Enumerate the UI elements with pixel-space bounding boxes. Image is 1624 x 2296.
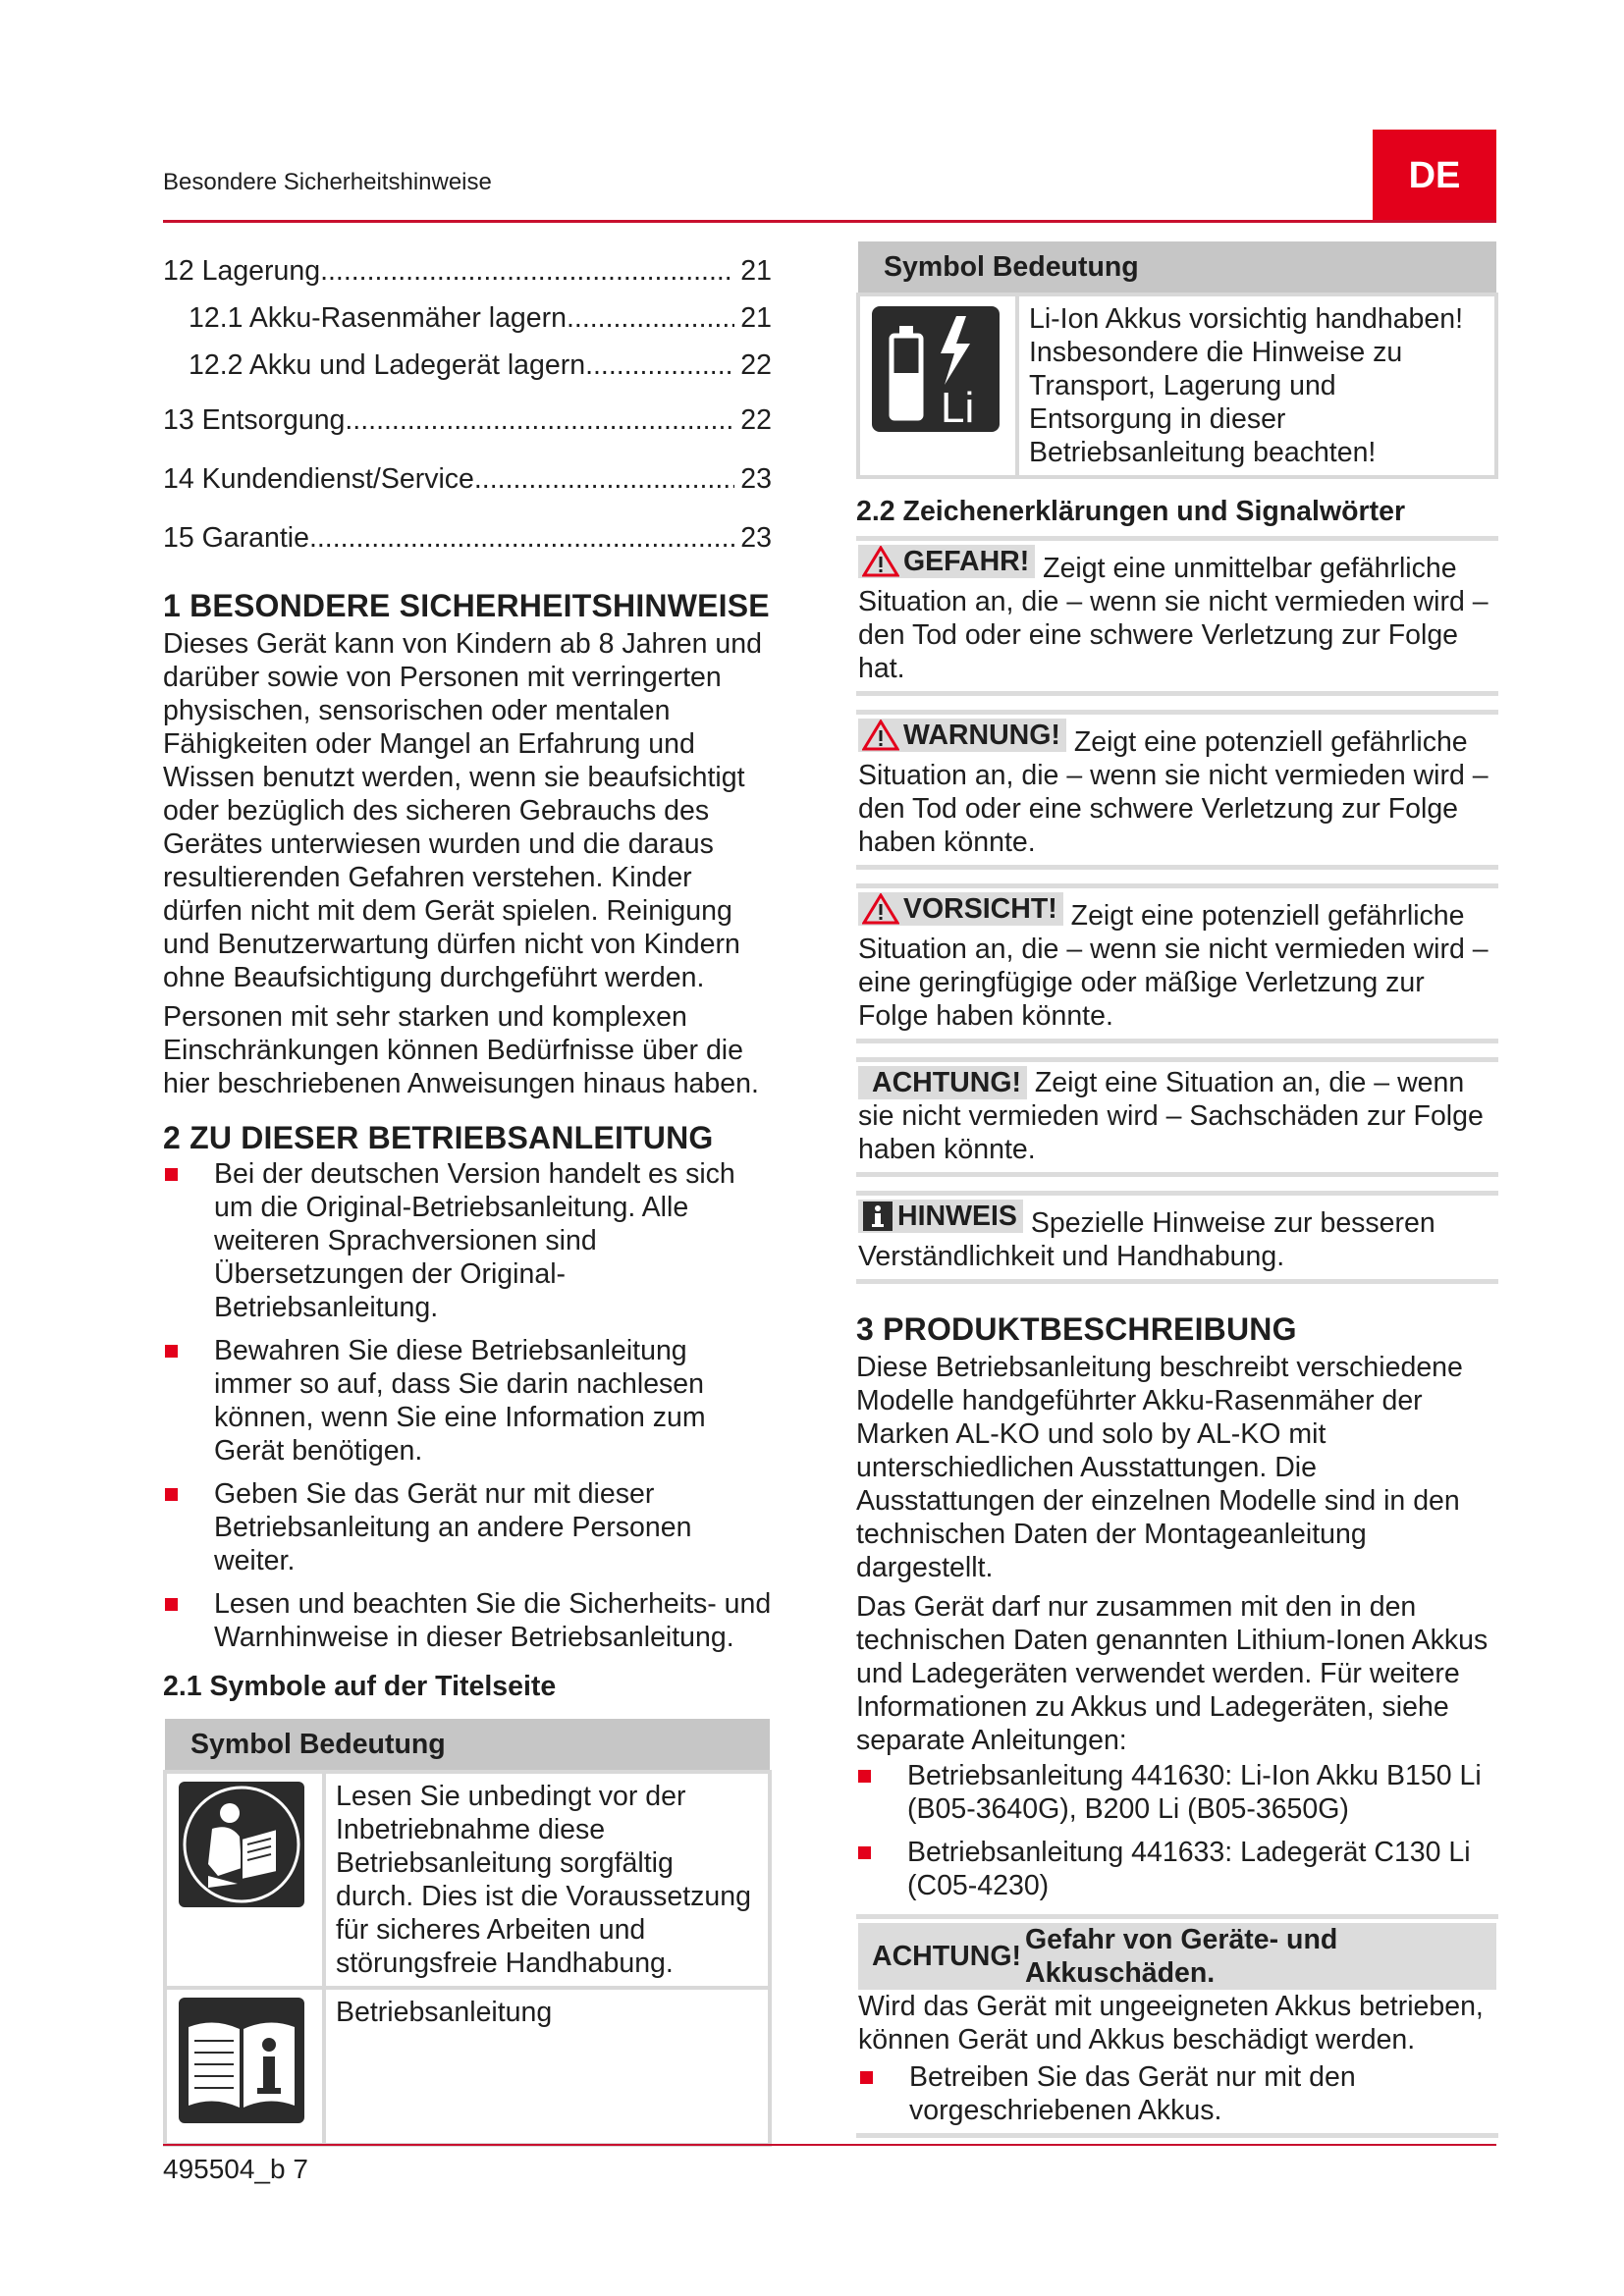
toc-row[interactable]: 14 Kundendienst/Service ..... 23 bbox=[163, 462, 772, 496]
signal-danger bbox=[856, 536, 1498, 696]
table-header: Symbol Bedeutung bbox=[165, 1719, 770, 1772]
signal-warning bbox=[856, 710, 1498, 870]
signal-caution bbox=[856, 883, 1498, 1043]
section-3-list bbox=[856, 1759, 1498, 1902]
table-row bbox=[165, 1772, 770, 1988]
table-cell: Li-Ion Akkus vorsichtig handhaben! Insbesondere die Hinweise zu Transport, Lagerung und Entsorgung in dieser Betriebsanleitung beachten! bbox=[1017, 294, 1496, 477]
section-3-paragraph: Das Gerät darf nur zusammen mit den in den technischen Daten genannten Lithium-Ionen Akkus und Ladegeräten verwendet werden. Für weitere Informationen zu Akkus und Ladegeräten, siehe separate Anleitungen: bbox=[856, 1591, 1489, 1756]
table-cell bbox=[165, 1988, 324, 2145]
notice-box bbox=[856, 1914, 1498, 2138]
section-1-heading: 1 BESONDERE SICHERHEITSHINWEISE bbox=[163, 588, 770, 623]
footer-rule bbox=[163, 2144, 1496, 2146]
manual-info-icon bbox=[179, 1998, 304, 2123]
notice-bold: Gefahr von Geräte- und Akkuschäden. bbox=[1024, 1924, 1338, 1989]
toc-row[interactable]: 13 Entsorgung ..... 22 bbox=[163, 403, 772, 437]
list-item: Lesen und beachten Sie die Sicherheits- und Warnhinweise in dieser Betriebsanleitung. bbox=[163, 1587, 772, 1654]
section-1-paragraph: Dieses Gerät kann von Kindern ab 8 Jahren und darüber sowie von Personen mit verringerten physischen, sensorischen oder mentalen Fähigkeiten oder Mangel an Erfahrung und Wissen benutzt werden, wenn sie beaufsichtigt oder bezüglich des sicheren Gebrauchs des Gerätes unterwiesen wurden und die daraus resultierenden Gefahren verstehen. Kinder dürfen nicht mit dem Gerät spielen. Reinigung und Benutzerwartung dürfen nicht von Kindern ohne Beaufsichtigung durchgeführt werden. bbox=[163, 628, 762, 993]
signal-word: ACHTUNG! bbox=[872, 1067, 1021, 1098]
signal-text: Zeigt eine potenziell gefährliche Situation an, die – wenn sie nicht vermieden wird – den Tod oder eine schwere Verletzung zur Folge haben könnte. bbox=[858, 726, 1489, 858]
li-ion-battery-icon bbox=[872, 306, 1000, 432]
section-3-heading: 3 PRODUKTBESCHREIBUNG bbox=[856, 1311, 1297, 1347]
page-number: 495504_b 7 bbox=[163, 2154, 308, 2184]
signal-word: VORSICHT! bbox=[903, 893, 1057, 925]
table-cell bbox=[858, 294, 1017, 477]
section-3-paragraph: Diese Betriebsanleitung beschreibt verschiedene Modelle handgeführter Akku-Rasenmäher der Marken AL-KO und solo by AL-KO mit unterschiedlichen Ausstattungen. Die Ausstattungen der einzelnen Modelle sind in den technischen Daten der Montageanleitung dargestellt. bbox=[856, 1352, 1463, 1583]
signal-text: Zeigt eine Situation an, die – wenn sie nicht vermieden wird – Sachschäden zur Folge haben könnte. bbox=[858, 1067, 1484, 1165]
table-header: Symbol Bedeutung bbox=[858, 241, 1496, 294]
toc-row[interactable]: 15 Garantie ..... 23 bbox=[163, 521, 772, 555]
signal-hint bbox=[856, 1191, 1498, 1284]
battery-icon-label: Li bbox=[941, 384, 975, 432]
list-item: Bei der deutschen Version handelt es sich um die Original-Betriebsanleitung. Alle weiteren Sprachversionen sind Übersetzungen der Original-Betriebsanleitung. bbox=[163, 1157, 772, 1324]
warning-triangle-icon bbox=[862, 893, 899, 925]
table-cell: Betriebsanleitung bbox=[324, 1988, 770, 2145]
list-item: Betriebsanleitung 441633: Ladegerät C130 Li (C05-4230) bbox=[856, 1836, 1498, 1902]
language-badge: DE bbox=[1373, 130, 1496, 222]
toc-row[interactable]: 12.1 Akku-Rasenmäher lagern ..... 21 bbox=[163, 301, 772, 335]
section-2-2-heading: 2.2 Zeichenerklärungen und Signalwörter bbox=[856, 496, 1406, 527]
warning-triangle-icon bbox=[862, 546, 899, 577]
list-item: Betriebsanleitung 441630: Li-Ion Akku B150 Li (B05-3640G), B200 Li (B05-3650G) bbox=[856, 1759, 1498, 1826]
warning-triangle-icon bbox=[862, 720, 899, 751]
toc-row[interactable]: 12.2 Akku und Ladegerät lagern ..... 22 bbox=[163, 348, 772, 382]
section-2-1-heading: 2.1 Symbole auf der Titelseite bbox=[163, 1671, 557, 1702]
list-item: Bewahren Sie diese Betriebsanleitung immer so auf, dass Sie darin nachlesen können, wenn Sie eine Information zum Gerät benötigen. bbox=[163, 1334, 772, 1468]
section-2-heading: 2 ZU DIESER BETRIEBSANLEITUNG bbox=[163, 1120, 714, 1155]
table-cell bbox=[165, 1772, 324, 1988]
signal-word: WARNUNG! bbox=[903, 720, 1060, 751]
right-column bbox=[856, 241, 1498, 2152]
signal-word: GEFAHR! bbox=[903, 546, 1030, 577]
signal-notice bbox=[856, 1057, 1498, 1177]
notice-text: Wird das Gerät mit ungeeigneten Akkus betrieben, können Gerät und Akkus beschädigt werden. bbox=[858, 1991, 1484, 2056]
section-2-list bbox=[163, 1157, 772, 1654]
header-rule bbox=[163, 220, 1496, 223]
battery-symbol-table bbox=[856, 241, 1498, 479]
signal-text: Spezielle Hinweise zur besseren Verständlichkeit und Handhabung. bbox=[858, 1207, 1435, 1272]
running-header: Besondere Sicherheitshinweise bbox=[163, 169, 492, 195]
section-1-paragraph: Personen mit sehr starken und komplexen Einschränkungen können Bedürfnisse über die hier beschriebenen Anweisungen hinaus haben. bbox=[163, 1001, 759, 1099]
read-manual-icon bbox=[179, 1782, 304, 1907]
info-icon bbox=[862, 1201, 893, 1232]
table-row bbox=[858, 294, 1496, 477]
list-item: Geben Sie das Gerät nur mit dieser Betriebsanleitung an andere Personen weiter. bbox=[163, 1477, 772, 1577]
toc-row[interactable]: 12 Lagerung ..... 21 bbox=[163, 254, 772, 288]
signal-word: ACHTUNG! bbox=[872, 1941, 1021, 1972]
notice-list bbox=[858, 2060, 1496, 2127]
left-column bbox=[163, 254, 772, 2147]
table-of-contents bbox=[163, 254, 772, 555]
signal-text: Zeigt eine unmittelbar gefährliche Situation an, die – wenn sie nicht vermieden wird – den Tod oder eine schwere Verletzung zur Folge hat. bbox=[858, 553, 1489, 684]
table-cell: Lesen Sie unbedingt vor der Inbetriebnahme diese Betriebsanleitung sorgfältig durch. Dies ist die Voraussetzung für sicheres Arbeiten und störungsfreie Handhabung. bbox=[324, 1772, 770, 1988]
signal-word: HINWEIS bbox=[897, 1201, 1017, 1232]
signal-text: Zeigt eine potenziell gefährliche Situation an, die – wenn sie nicht vermieden wird – eine geringfügige oder mäßige Verletzung zur Folge haben könnte. bbox=[858, 900, 1489, 1032]
symbols-table bbox=[163, 1719, 772, 2147]
list-item: Betreiben Sie das Gerät nur mit den vorgeschriebenen Akkus. bbox=[858, 2060, 1496, 2127]
table-row bbox=[165, 1988, 770, 2145]
